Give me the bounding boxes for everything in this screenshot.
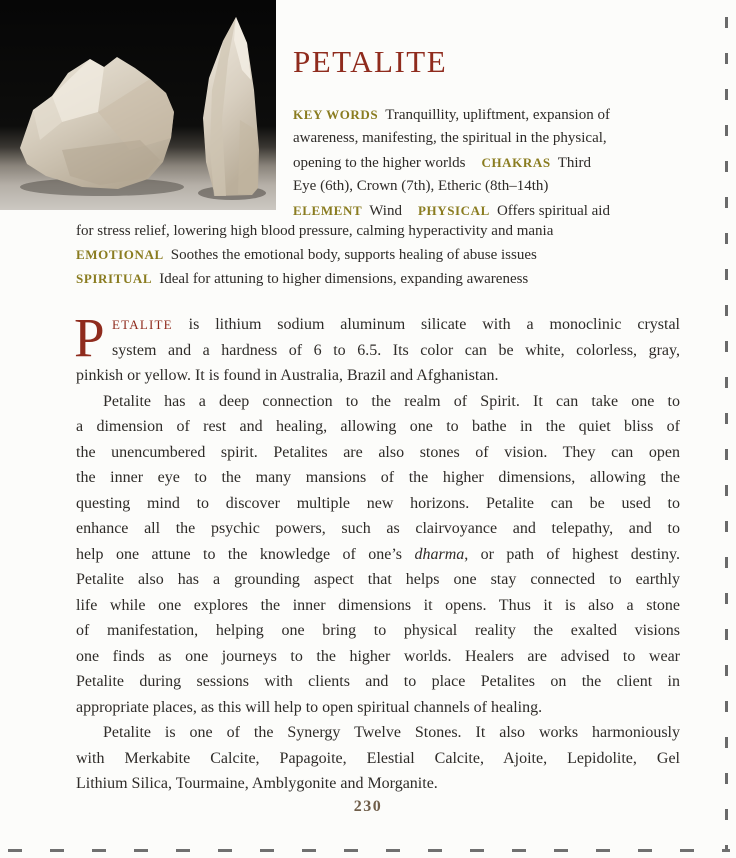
text-run: a dimension of rest and healing, allowing one to bathe in the quiet bliss of [76, 418, 680, 435]
body-text-line [76, 720, 680, 746]
keywords-line [76, 219, 680, 243]
text-run: opening to the higher worlds [293, 154, 466, 171]
body-text-line [76, 644, 680, 670]
keywords-line [76, 267, 680, 291]
body-text-line [76, 363, 680, 389]
italic-term: dharma [414, 545, 465, 563]
text-run: for stress relief, lowering high blood pressure, calming hyperactivity and mania [76, 223, 554, 239]
keywords-block-right [293, 103, 610, 223]
body-text-line [76, 618, 680, 644]
keywords-line [293, 127, 610, 150]
body-text-line [76, 440, 680, 466]
text-run: pinkish or yellow. It is found in Australia, Brazil and Afghanistan. [76, 367, 499, 384]
text-run: system and a hardness of 6 to 6.5. Its color can be white, colorless, gray, [112, 341, 680, 359]
text-run: is lithium sodium aluminum silicate with a monoclinic crystal [172, 316, 680, 333]
text-run: Petalite also has a grounding aspect that helps one stay connected to earthly [76, 571, 680, 588]
text-run: Eye (6th), Crown (7th), Etheric (8th–14th) [293, 178, 549, 195]
keyword-label: SPIRITUAL [76, 271, 153, 286]
text-run: with Merkabite Calcite, Papagoite, Elestial Calcite, Ajoite, Lepidolite, Gel [76, 749, 680, 767]
body-text-line [76, 491, 680, 517]
body-text-line [76, 465, 680, 491]
text-run: , or path of highest destiny. [464, 545, 680, 563]
keyword-label: PHYSICAL [417, 202, 490, 218]
text-run: the unencumbered spirit. Petalites are also stones of vision. They can open [76, 443, 680, 461]
text-run: awareness, manifesting, the spiritual in the physical, [293, 130, 607, 147]
body-text-line [76, 746, 680, 772]
text-run: life while one explores the inner dimensions it opens. Thus it is also a stone [76, 596, 680, 614]
body-text-line [76, 516, 680, 542]
text-run: of manifestation, helping one bring to physical reality the exalted visions [76, 622, 680, 639]
text-run: Lithium Silica, Tourmaine, Amblygonite and Morganite. [76, 775, 438, 792]
body-text-line [76, 669, 680, 695]
keyword-label: CHAKRAS [481, 154, 551, 170]
keyword-label: KEY WORDS [293, 107, 379, 122]
petalite-photo [0, 0, 276, 210]
text-run: Petalite during sessions with clients and to place Petalites on the client in [76, 673, 680, 690]
keywords-line [293, 103, 610, 127]
text-run: the inner eye to the many mansions of the higher dimensions, allowing the [76, 469, 680, 486]
body-text-line [76, 389, 680, 415]
keyword-label: ELEMENT [293, 202, 363, 218]
text-run: one finds as one journeys to the higher worlds. Healers are advised to wear [76, 647, 680, 665]
body-text [74, 307, 680, 797]
body-text-line [76, 312, 680, 338]
keywords-block-full [76, 219, 680, 291]
body-text-line [76, 338, 680, 364]
body-text-line [76, 414, 680, 440]
page-edge-marks-right [725, 17, 728, 849]
paragraph-intro [74, 307, 680, 389]
text-run: questing mind to discover multiple new horizons. Petalite can be used to [76, 494, 680, 512]
text-run: help one attune to the knowledge of one’s [76, 545, 415, 563]
body-text-line [76, 593, 680, 619]
page-title: PETALITE [293, 44, 448, 79]
text-run: enhance all the psychic powers, such as clairvoyance and telepathy, and to [76, 520, 680, 537]
body-text-line [76, 567, 680, 593]
body-text-line [76, 542, 680, 568]
keywords-line [293, 175, 610, 198]
body-text-line [76, 771, 680, 797]
keywords-line [76, 243, 680, 267]
keywords-line [293, 151, 610, 175]
keyword-label: EMOTIONAL [76, 247, 164, 262]
lead-smallcaps: ETALITE [112, 317, 173, 332]
drop-cap: P [74, 307, 105, 368]
paragraph-properties [76, 389, 680, 721]
text-run: Offers spiritual aid [496, 202, 610, 219]
page-edge-marks-bottom [8, 849, 730, 852]
text-run: Third [557, 154, 592, 171]
body-text-line [76, 695, 680, 721]
text-run: Ideal for attuning to higher dimensions, expanding awareness [159, 271, 529, 287]
text-run: Tranquillity, upliftment, expansion of [385, 107, 610, 123]
text-run: Soothes the emotional body, supports healing of abuse issues [170, 247, 537, 263]
text-run: Wind [369, 202, 402, 219]
text-run: appropriate places, as this will help to open spiritual channels of healing. [76, 698, 543, 716]
text-run: Petalite is one of the Synergy Twelve Stones. It also works harmoniously [103, 724, 680, 741]
text-run: Petalite has a deep connection to the realm of Spirit. It can take one to [103, 392, 680, 410]
page-number: 230 [353, 798, 383, 815]
paragraph-synergy [76, 720, 680, 797]
